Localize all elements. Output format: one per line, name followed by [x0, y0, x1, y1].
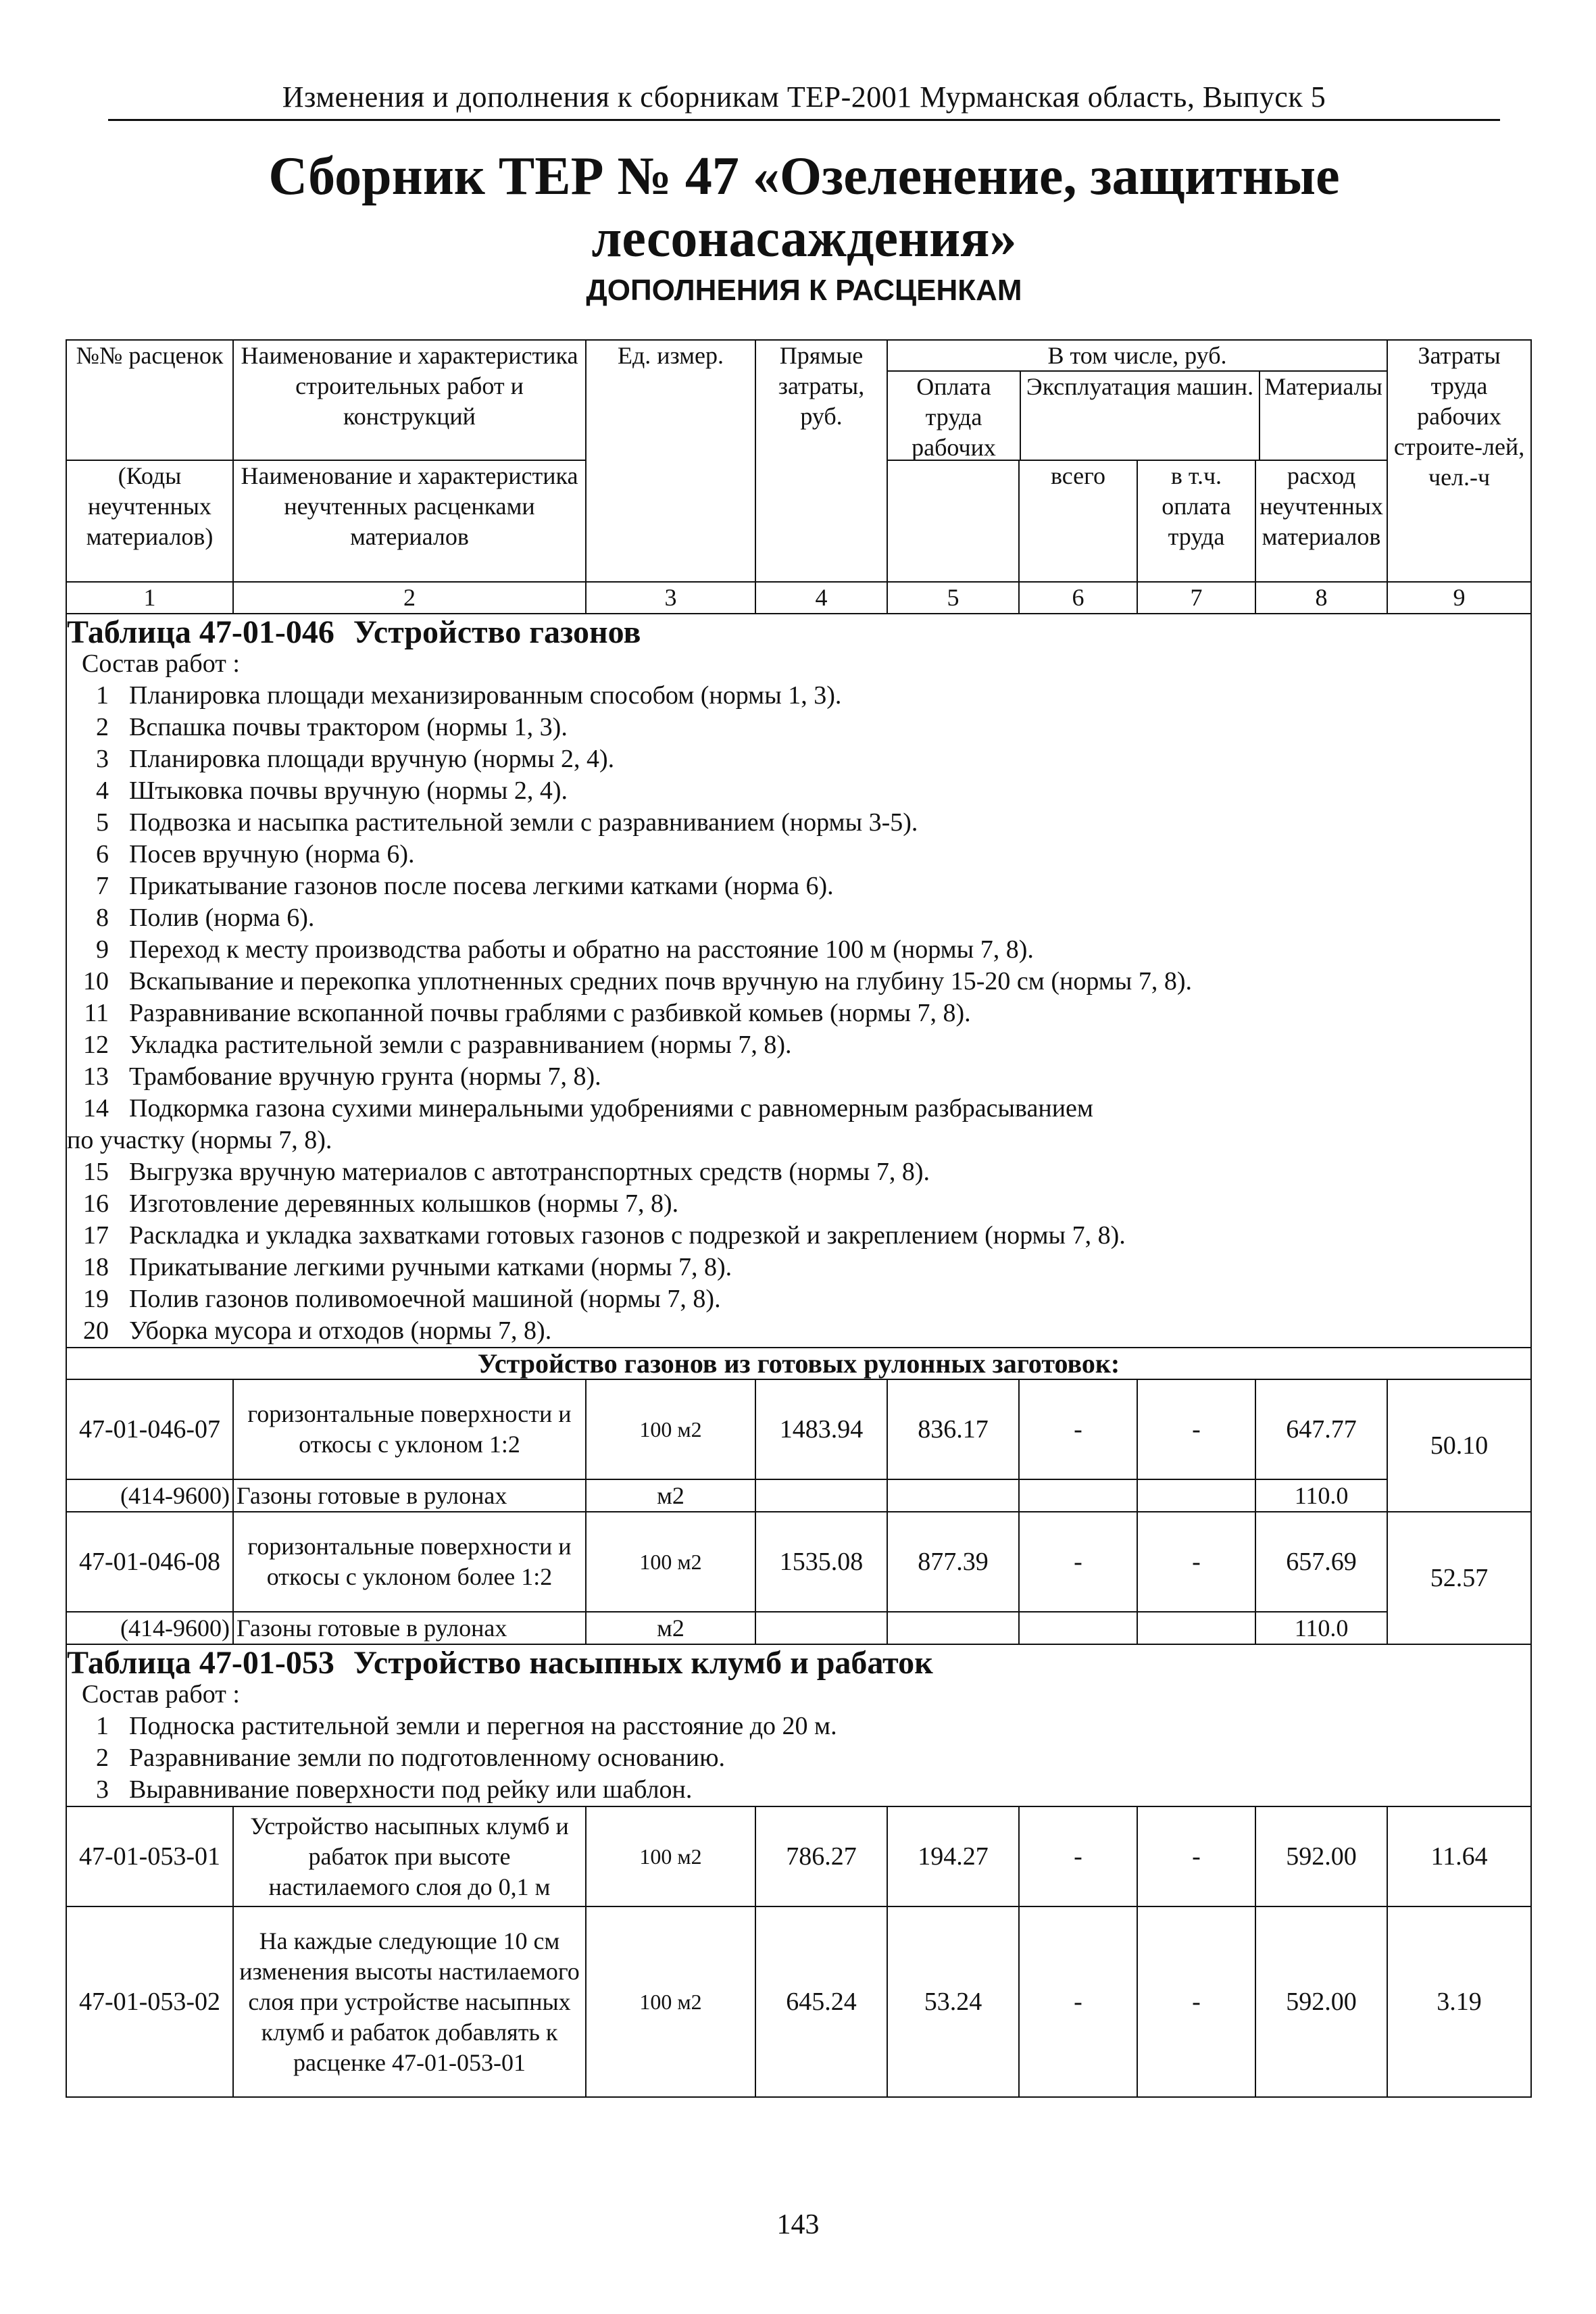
work-number: 1 — [96, 1712, 109, 1740]
rate-mach-total: - — [1019, 1806, 1137, 1906]
header-material-name: Наименование и характеристика неучтенных расценками материалов — [233, 460, 586, 582]
work-number: 3 — [96, 745, 109, 773]
empty-cell — [1137, 1612, 1255, 1644]
rate-name: горизонтальные поверхности и откосы с уклоном более 1:2 — [233, 1512, 586, 1612]
work-number: 5 — [96, 808, 109, 837]
col-number: 2 — [233, 582, 586, 614]
rate-mach-labor: - — [1137, 1379, 1255, 1479]
work-number: 16 — [83, 1189, 109, 1218]
header-mach-total: всего — [1019, 460, 1137, 582]
work-number: 20 — [83, 1316, 109, 1345]
empty-cell — [755, 1612, 887, 1644]
rate-name: горизонтальные поверхности и откосы с уклоном 1:2 — [233, 1379, 586, 1479]
work-number: 7 — [96, 872, 109, 900]
work-number: 1 — [96, 681, 109, 710]
group-title-row — [66, 1348, 1531, 1379]
work-item — [67, 902, 1530, 934]
rate-name: На каждые следующие 10 см изменения высоты настилаемого слоя при устройстве насыпных клумб и рабаток добавлять к расценке 47-01-053-01 — [233, 1906, 586, 2097]
work-text: Переход к месту производства работы и обратно на расстояние 100 м (нормы 7, 8). — [129, 935, 1034, 964]
work-number: 3 — [96, 1775, 109, 1804]
header-materials: Материалы — [1264, 373, 1382, 400]
work-item — [67, 807, 1530, 839]
header-including — [887, 340, 1387, 460]
header-mach-labor: в т.ч. оплата труда — [1137, 460, 1255, 582]
table2-works — [66, 1678, 1531, 1806]
work-item — [67, 1220, 1530, 1252]
work-text: Разравнивание вскопанной почвы граблями с разбивкой комьев (нормы 7, 8). — [129, 999, 971, 1027]
work-text: Подноска растительной земли и перегноя на расстояние до 20 м. — [129, 1712, 837, 1740]
rate-hours: 52.57 — [1387, 1512, 1531, 1644]
empty-cell — [887, 1479, 1019, 1512]
work-item — [67, 775, 1530, 807]
rate-mach-total: - — [1019, 1379, 1137, 1479]
work-item — [67, 743, 1530, 775]
rate-mach-labor: - — [1137, 1906, 1255, 2097]
work-item — [67, 712, 1530, 743]
work-text: Подвозка и насыпка растительной земли с разравниванием (нормы 3-5). — [129, 808, 918, 837]
rate-materials: 592.00 — [1255, 1906, 1387, 2097]
work-number: 14 — [83, 1094, 109, 1123]
rate-unit: 100 м2 — [586, 1512, 755, 1612]
rate-direct: 1483.94 — [755, 1379, 887, 1479]
rate-unit: 100 м2 — [586, 1379, 755, 1479]
work-text: Раскладка и укладка захватками готовых газонов с подрезкой и закреплением (нормы 7, 8). — [129, 1221, 1126, 1250]
table-row — [66, 1512, 1531, 1612]
material-qty: 110.0 — [1255, 1612, 1387, 1644]
header-labor-hours: Затраты труда рабочих строите-лей, чел.-ч — [1387, 340, 1531, 582]
header-material-code: (Коды неучтенных материалов) — [66, 460, 233, 582]
material-code: (414-9600) — [66, 1479, 233, 1512]
work-text: Подкормка газона сухими минеральными удобрениями с равномерным разбрасыванием — [129, 1094, 1093, 1123]
work-item — [67, 998, 1530, 1029]
rate-mach-labor: - — [1137, 1512, 1255, 1612]
work-text: Выгрузка вручную материалов с автотранспортных средств (нормы 7, 8). — [129, 1158, 930, 1186]
rate-unit: 100 м2 — [586, 1906, 755, 2097]
work-text: Вспашка почвы трактором (нормы 1, 3). — [129, 713, 568, 741]
empty-cell — [755, 1479, 887, 1512]
work-text: Вскапывание и перекопка уплотненных средних почв вручную на глубину 15-20 см (нормы 7, 8). — [129, 967, 1192, 995]
empty-cell — [1019, 1612, 1137, 1644]
work-text: Трамбование вручную грунта (нормы 7, 8). — [129, 1062, 601, 1091]
col-number: 4 — [755, 582, 887, 614]
rate-code: 47-01-046-07 — [66, 1379, 233, 1479]
header-mat-usage: расход неучтенных материалов — [1255, 460, 1387, 582]
header-direct: Прямые затраты, руб. — [755, 340, 887, 582]
col-number: 6 — [1019, 582, 1137, 614]
work-text: Выравнивание поверхности под рейку или шаблон. — [129, 1775, 693, 1804]
work-text: Полив (норма 6). — [129, 904, 315, 932]
rate-unit: 100 м2 — [586, 1806, 755, 1906]
header-code: №№ расценок — [66, 340, 233, 460]
work-number: 2 — [96, 1744, 109, 1772]
work-text: Штыковка почвы вручную (нормы 2, 4). — [129, 777, 568, 805]
table2-works-title: Состав работ : — [82, 1680, 240, 1708]
rate-materials: 657.69 — [1255, 1512, 1387, 1612]
material-row — [66, 1479, 1531, 1512]
page-number: 143 — [776, 2209, 820, 2240]
work-text: Разравнивание земли по подготовленному основанию. — [129, 1744, 725, 1772]
work-item — [67, 1061, 1530, 1093]
rate-code: 47-01-053-02 — [66, 1906, 233, 2097]
work-text: Прикатывание газонов после посева легкими катками (норма 6). — [129, 872, 834, 900]
work-number: 19 — [83, 1285, 109, 1313]
col-number: 5 — [887, 582, 1019, 614]
table-row — [66, 1806, 1531, 1906]
work-text: Изготовление деревянных колышков (нормы 7, 8). — [129, 1189, 679, 1218]
work-item — [67, 1710, 1530, 1742]
work-text: Прикатывание легкими ручными катками (нормы 7, 8). — [129, 1253, 732, 1281]
col-number: 8 — [1255, 582, 1387, 614]
header-name: Наименование и характеристика строительных работ и конструкций — [233, 340, 586, 460]
rate-hours: 3.19 — [1387, 1906, 1531, 2097]
work-text: Укладка растительной земли с разравниванием (нормы 7, 8). — [129, 1031, 792, 1059]
col-number: 9 — [1387, 582, 1531, 614]
work-item — [67, 1774, 1530, 1806]
work-text: Планировка площади вручную (нормы 2, 4). — [129, 745, 615, 773]
work-number: 13 — [83, 1062, 109, 1091]
work-item — [67, 934, 1530, 966]
header-rule — [108, 119, 1500, 121]
rate-name: Устройство насыпных клумб и рабаток при высоте настилаемого слоя до 0,1 м — [233, 1806, 586, 1906]
work-number: 9 — [96, 935, 109, 964]
table1-title — [66, 614, 1531, 650]
work-item — [67, 1315, 1530, 1347]
work-item — [67, 1283, 1530, 1315]
work-item — [67, 839, 1530, 870]
rate-direct: 645.24 — [755, 1906, 887, 2097]
material-qty: 110.0 — [1255, 1479, 1387, 1512]
work-item — [67, 1093, 1530, 1125]
work-item — [67, 1156, 1530, 1188]
work-item — [67, 966, 1530, 998]
material-row — [66, 1612, 1531, 1644]
work-number: 17 — [83, 1221, 109, 1250]
table2-label: Таблица 47-01-053 — [67, 1645, 334, 1681]
empty-cell — [1137, 1479, 1255, 1512]
work-number: 6 — [96, 840, 109, 868]
col-number: 1 — [66, 582, 233, 614]
work-number: 12 — [83, 1031, 109, 1059]
work-number: 2 — [96, 713, 109, 741]
rate-code: 47-01-046-08 — [66, 1512, 233, 1612]
work-item — [67, 1742, 1530, 1774]
rate-labor: 53.24 — [887, 1906, 1019, 2097]
work-item-continuation: по участку (нормы 7, 8). — [67, 1126, 332, 1154]
rate-labor: 194.27 — [887, 1806, 1019, 1906]
rate-materials: 592.00 — [1255, 1806, 1387, 1906]
table2-title — [66, 1644, 1531, 1681]
group-title: Устройство газонов из готовых рулонных заготовок: — [66, 1348, 1531, 1379]
header-including-label: В том числе, руб. — [888, 341, 1387, 372]
rate-mach-total: - — [1019, 1512, 1137, 1612]
table-row — [66, 1906, 1531, 2097]
work-text: Посев вручную (норма 6). — [129, 840, 415, 868]
rate-labor: 877.39 — [887, 1512, 1019, 1612]
work-number: 8 — [96, 904, 109, 932]
table2-works-row — [66, 1678, 1531, 1806]
table2-title-row — [66, 1644, 1531, 1678]
table1-works-title: Состав работ : — [82, 649, 240, 678]
rate-mach-labor: - — [1137, 1806, 1255, 1906]
work-number: 4 — [96, 777, 109, 805]
work-number: 15 — [83, 1158, 109, 1186]
rate-hours: 50.10 — [1387, 1379, 1531, 1512]
material-name: Газоны готовые в рулонах — [233, 1612, 586, 1644]
table1-title-row — [66, 614, 1531, 647]
collection-title — [108, 145, 1500, 270]
table2-name: Устройство насыпных клумб и рабаток — [353, 1645, 933, 1681]
table1-name: Устройство газонов — [353, 614, 641, 650]
column-numbers-row — [66, 582, 1531, 614]
empty-cell — [1019, 1479, 1137, 1512]
header-machines: Эксплуатация машин. — [1021, 372, 1260, 460]
material-name: Газоны готовые в рулонах — [233, 1479, 586, 1512]
table1-label: Таблица 47-01-046 — [67, 614, 334, 650]
work-number: 18 — [83, 1253, 109, 1281]
title-line-1: Сборник ТЕР № 47 «Озеленение, защитные — [268, 147, 1340, 206]
work-number: 10 — [83, 967, 109, 995]
header-labor-cont — [887, 460, 1019, 582]
material-unit: м2 — [586, 1479, 755, 1512]
table-row — [66, 1379, 1531, 1479]
header-labor: Оплата труда рабочих — [888, 372, 1021, 460]
work-item — [67, 680, 1530, 712]
table1-works — [66, 647, 1531, 1348]
rate-code: 47-01-053-01 — [66, 1806, 233, 1906]
rate-mach-total: - — [1019, 1906, 1137, 2097]
col-number: 3 — [586, 582, 755, 614]
work-item — [67, 1188, 1530, 1220]
rate-materials: 647.77 — [1255, 1379, 1387, 1479]
rate-direct: 786.27 — [755, 1806, 887, 1906]
subtitle: ДОПОЛНЕНИЯ К РАСЦЕНКАМ — [586, 274, 1022, 307]
empty-cell — [887, 1612, 1019, 1644]
table1-works-row — [66, 647, 1531, 1348]
work-number: 11 — [84, 999, 109, 1027]
rate-labor: 836.17 — [887, 1379, 1019, 1479]
work-item — [67, 870, 1530, 902]
running-header: Изменения и дополнения к сборникам ТЕР-2001 Мурманская область, Выпуск 5 — [282, 80, 1326, 114]
material-code: (414-9600) — [66, 1612, 233, 1644]
rates-table — [66, 339, 1532, 2098]
work-item — [67, 1252, 1530, 1283]
work-item — [67, 1029, 1530, 1061]
rate-direct: 1535.08 — [755, 1512, 887, 1612]
work-text: Уборка мусора и отходов (нормы 7, 8). — [129, 1316, 552, 1345]
header-row-1 — [66, 340, 1531, 460]
col-number: 7 — [1137, 582, 1255, 614]
work-text: Полив газонов поливомоечной машиной (нормы 7, 8). — [129, 1285, 721, 1313]
header-unit: Ед. измер. — [586, 340, 755, 582]
title-line-2: лесонасаждения» — [591, 209, 1017, 268]
rate-hours: 11.64 — [1387, 1806, 1531, 1906]
material-unit: м2 — [586, 1612, 755, 1644]
work-text: Планировка площади механизированным способом (нормы 1, 3). — [129, 681, 842, 710]
